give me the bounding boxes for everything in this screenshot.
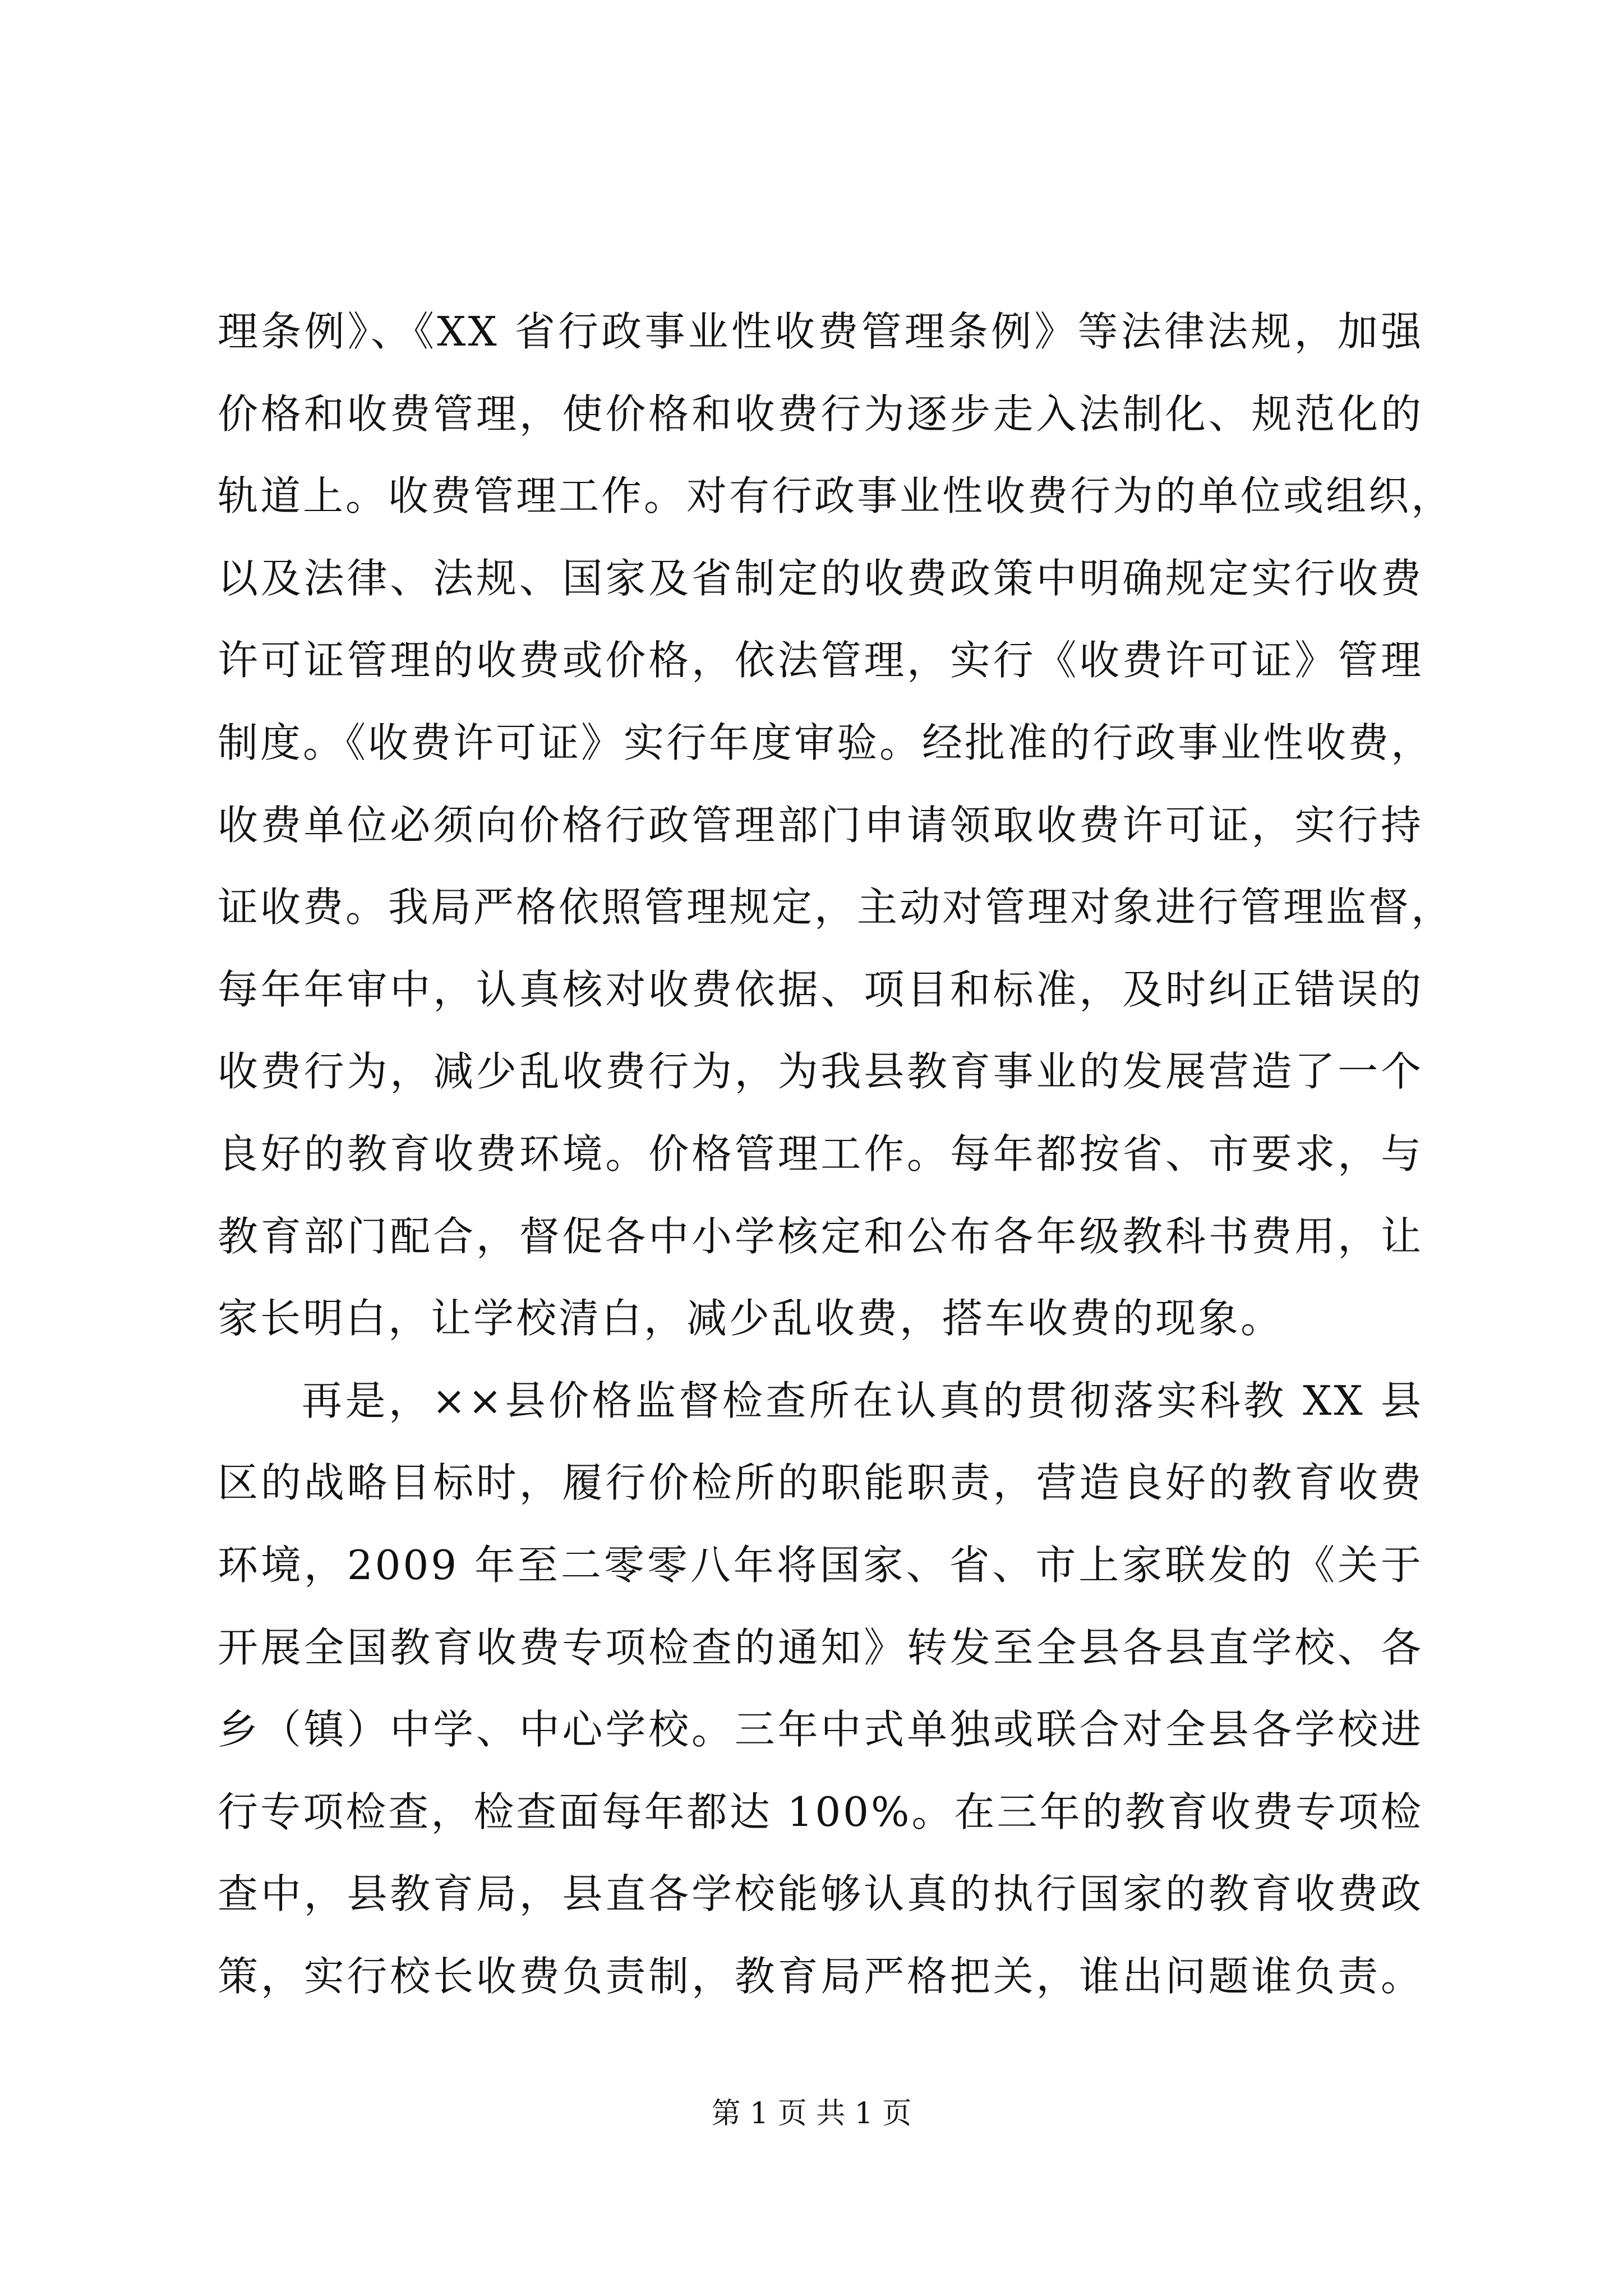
text-line: 策，实行校长收费负责制，教育局严格把关，谁出问题谁负责。 [218,1952,1423,2000]
text-line: 轨道上。收费管理工作。对有行政事业性收费行为的单位或组织， [218,472,1454,520]
text-line: 家长明白，让学校清白，减少乱收费，搭车收费的现象。 [218,1295,1284,1342]
text-line: 收费行为，减少乱收费行为，为我县教育事业的发展营造了一个 [218,1048,1423,1096]
text-line: 乡（镇）中学、中心学校。三年中式单独或联合对全县各学校进 [218,1706,1423,1754]
text-line: 证收费。我局严格依照管理规定，主动对管理对象进行管理监督， [218,884,1454,931]
text-line: 每年年审中，认真核对收费依据、项目和标准，及时纠正错误的 [218,965,1423,1013]
text-line: 制度。《收费许可证》实行年度审验。经批准的行政事业性收费， [218,719,1434,766]
text-line: 开展全国教育收费专项检查的通知》转发至全县各县直学校、各 [218,1623,1423,1671]
text-line: 查中，县教育局，县直各学校能够认真的执行国家的教育收费政 [218,1870,1423,1918]
text-line: 价格和收费管理，使价格和收费行为逐步走入法制化、规范化的 [218,390,1423,438]
text-line: 以及法律、法规、国家及省制定的收费政策中明确规定实行收费 [218,554,1423,602]
page-footer [0,2097,1623,2131]
text-line: 行专项检查，检查面每年都达 100%。在三年的教育收费专项检 [218,1788,1423,1835]
text-line: 许可证管理的收费或价格，依法管理，实行《收费许可证》管理 [218,637,1423,684]
text-line: 良好的教育收费环境。价格管理工作。每年都按省、市要求，与 [218,1130,1423,1177]
text-line: 收费单位必须向价格行政管理部门申请领取收费许可证，实行持 [218,801,1423,849]
text-line: 理条例》、《XX 省行政事业性收费管理条例》等法律法规，加强 [218,308,1423,355]
body-text [218,291,1454,2017]
paragraph-first-line: 再是，××县价格监督检查所在认真的贯彻落实科教 XX 县 [302,1377,1423,1424]
text-line: 区的战略目标时，履行价检所的职能职责，营造良好的教育收费 [218,1459,1423,1507]
text-line: 教育部门配合，督促各中小学核定和公布各年级教科书费用，让 [218,1212,1423,1260]
text-line: 环境，2009 年至二零零八年将国家、省、市上家联发的《关于 [218,1541,1423,1589]
page-number-label: 第 1 页 共 1 页 [711,2097,912,2131]
